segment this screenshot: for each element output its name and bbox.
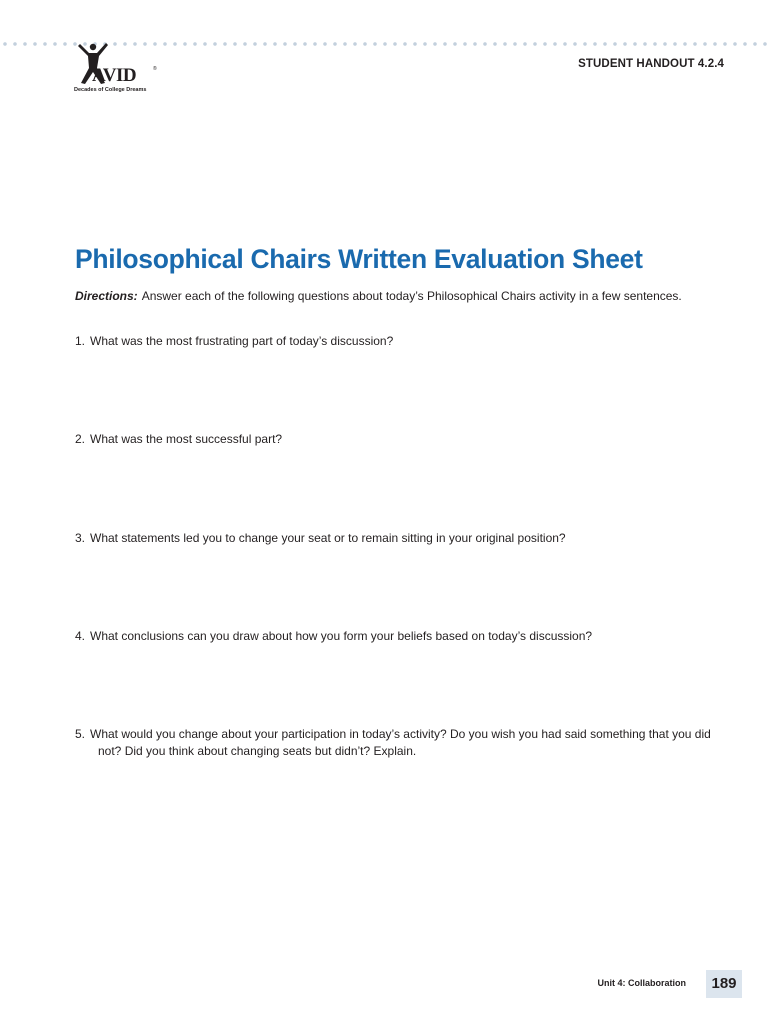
question-text: What was the most frustrating part of today’s discussion? (90, 334, 394, 348)
directions (75, 288, 715, 305)
directions-text: Answer each of the following questions about today’s Philosophical Chairs activity in a few sentences. (141, 289, 682, 303)
question-number: 1. (75, 334, 86, 348)
handout-label: STUDENT HANDOUT 4.2.4 (578, 58, 724, 70)
question-2 (75, 431, 735, 448)
page-number: 189 (706, 970, 742, 998)
question-5 (75, 726, 735, 760)
question-number: 3. (75, 531, 86, 545)
logo-wordmark: AVID (92, 65, 137, 86)
directions-label: Directions: (75, 289, 138, 303)
question-number: 5. (75, 727, 86, 741)
question-1 (75, 333, 735, 350)
page-title: Philosophical Chairs Written Evaluation Sheet (75, 244, 643, 274)
question-text: What conclusions can you draw about how you form your beliefs based on today’s discussion? (90, 629, 593, 643)
question-4 (75, 628, 735, 645)
logo-tagline: Decades of College Dreams (74, 87, 147, 93)
logo-registered-mark: ® (153, 66, 157, 72)
avid-logo (72, 40, 162, 98)
footer-unit-label: Unit 4: Collaboration (597, 978, 686, 988)
question-text: What was the most successful part? (90, 432, 283, 446)
question-3 (75, 530, 735, 547)
question-text: What statements led you to change your seat or to remain sitting in your original position? (90, 531, 566, 545)
question-text: What would you change about your participation in today’s activity? Do you wish you had said something that you did not? Did you think about changing seats but didn’t? Explain. (90, 727, 711, 758)
question-number: 2. (75, 432, 86, 446)
question-number: 4. (75, 629, 86, 643)
